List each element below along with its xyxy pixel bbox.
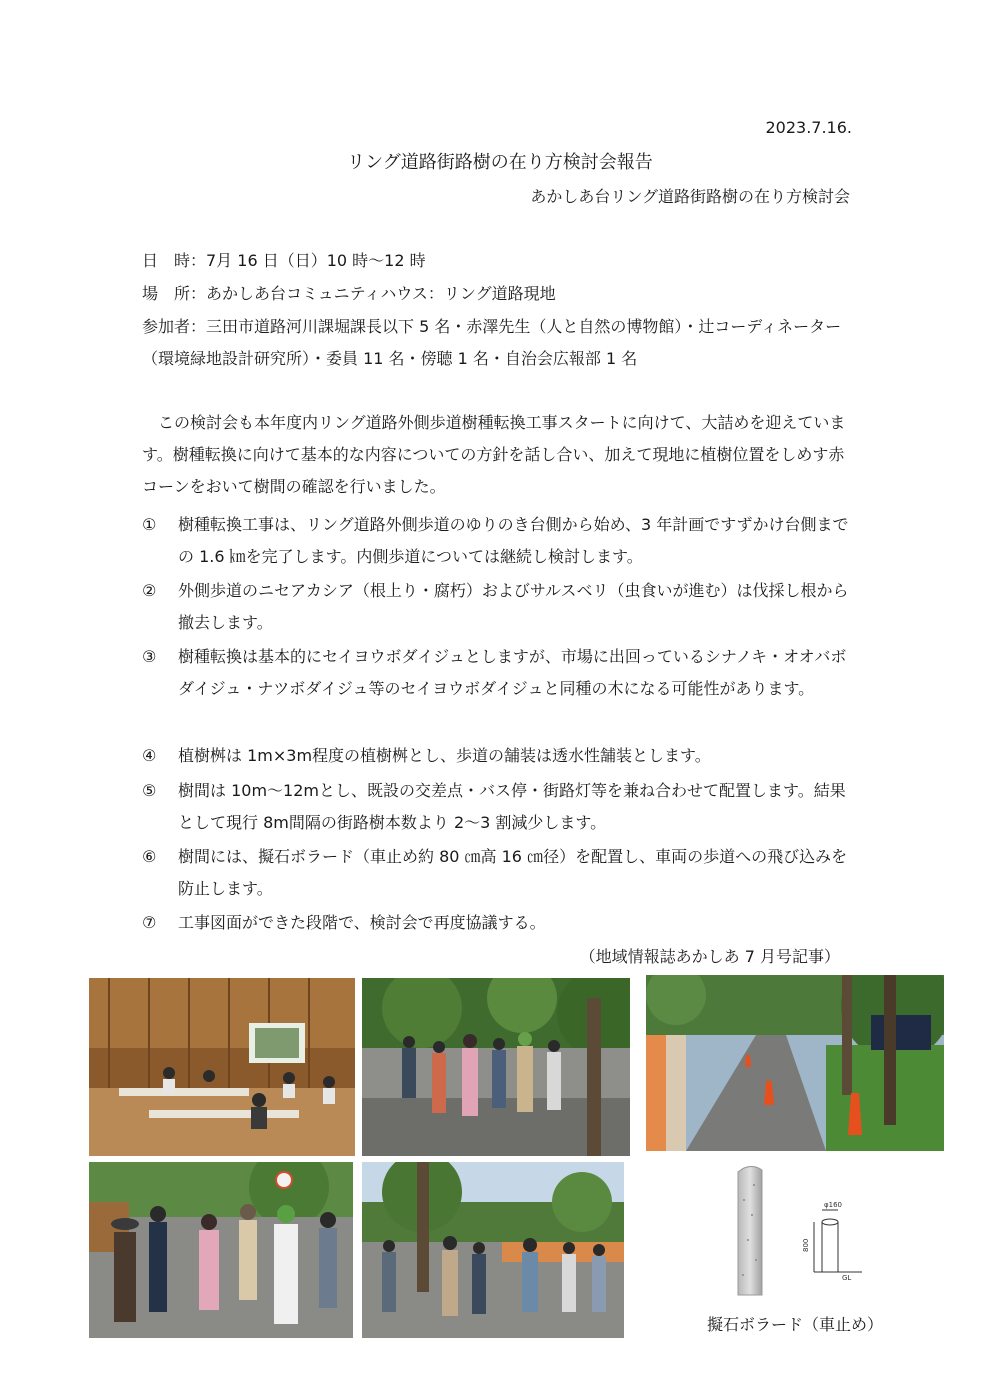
list-item-number: ①	[142, 515, 157, 534]
list-item	[142, 575, 860, 639]
list-item-text: 樹種転換は基本的にセイヨウボダイジュとしますが、市場に出回っているシナノキ・オオバボダイジュ・ナツボダイジュ等のセイヨウボダイジュと同種の木になる可能性があります。	[178, 647, 847, 698]
list-item-text: 樹間には、擬石ボラード（車止め約 80 ㎝高 16 ㎝径）を配置し、車両の歩道への飛び込みを防止します。	[178, 847, 848, 898]
meeting-participants: 参加者：三田市道路河川課堀課長以下 5 名・赤澤先生（人と自然の博物館）・辻コーディネーター（環境緑地設計研究所）・委員 11 名・傍聴 1 名・自治会広報部 1 名	[142, 317, 842, 368]
site-visit-photo-1	[362, 978, 630, 1156]
bollard-diameter-label: φ160	[824, 1201, 842, 1209]
list-item-text: 外側歩道のニセアカシア（根上り・腐朽）およびサルスベリ（虫食いが進む）は伐採し根から撤去します。	[178, 581, 849, 632]
organization-name: あかしあ台リング道路街路樹の在り方検討会	[530, 187, 850, 206]
list-item	[142, 775, 860, 839]
page-title: リング道路街路樹の在り方検討会報告	[347, 152, 653, 173]
list-item	[142, 509, 860, 573]
list-item-text: 樹種転換工事は、リング道路外側歩道のゆりのき台側から始め、3 年計画ですずかけ台側までの 1.6 ㎞を完了します。内側歩道については継続し検討します。	[178, 515, 849, 566]
meeting-room-photo	[89, 978, 355, 1156]
list-item-text: 工事図面ができた段階で、検討会で再度協議する。	[178, 913, 546, 932]
bollard-illustration	[730, 1160, 870, 1300]
report-date: 2023.7.16.	[765, 118, 852, 137]
list-item-text: 植樹桝は 1m×3m程度の植樹桝とし、歩道の舗装は透水性舗装とします。	[178, 746, 711, 765]
list-item	[142, 740, 860, 772]
source-note: （地域情報誌あかしあ 7 月号記事）	[579, 947, 840, 966]
list-item-number: ⑦	[142, 913, 157, 932]
list-item-number: ⑥	[142, 847, 157, 866]
site-visit-photo-3	[362, 1162, 624, 1338]
list-item-text: 樹間は 10m～12mとし、既設の交差点・バス停・街路灯等を兼ね合わせて配置します。結果として現行 8m間隔の街路樹本数より 2～3 割減少します。	[178, 781, 846, 832]
list-item-number: ⑤	[142, 781, 157, 800]
bollard-ground-label: GL	[842, 1274, 852, 1282]
intro-paragraph: この検討会も本年度内リング道路外側歩道樹種転換工事スタートに向けて、大詰めを迎えています。樹種転換に向けて基本的な内容についての方針を話し合い、加えて現地に植樹位置をしめす赤コーンをおいて樹間の確認を行いました。	[142, 413, 846, 496]
bollard-caption: 擬石ボラード（車止め）	[706, 1315, 883, 1334]
site-visit-photo-2	[89, 1162, 353, 1338]
meeting-place: 場 所：あかしあ台コミュニティハウス：リング道路現地	[142, 284, 556, 303]
sidewalk-cones-photo	[646, 975, 944, 1151]
list-item	[142, 907, 860, 939]
list-item	[142, 841, 860, 905]
meeting-datetime: 日 時：7月 16 日（日）10 時～12 時	[142, 251, 426, 270]
list-item-number: ③	[142, 647, 157, 666]
list-item	[142, 641, 860, 705]
bollard-height-label: 800	[802, 1238, 810, 1252]
list-item-number: ②	[142, 581, 157, 600]
list-item-number: ④	[142, 746, 157, 765]
